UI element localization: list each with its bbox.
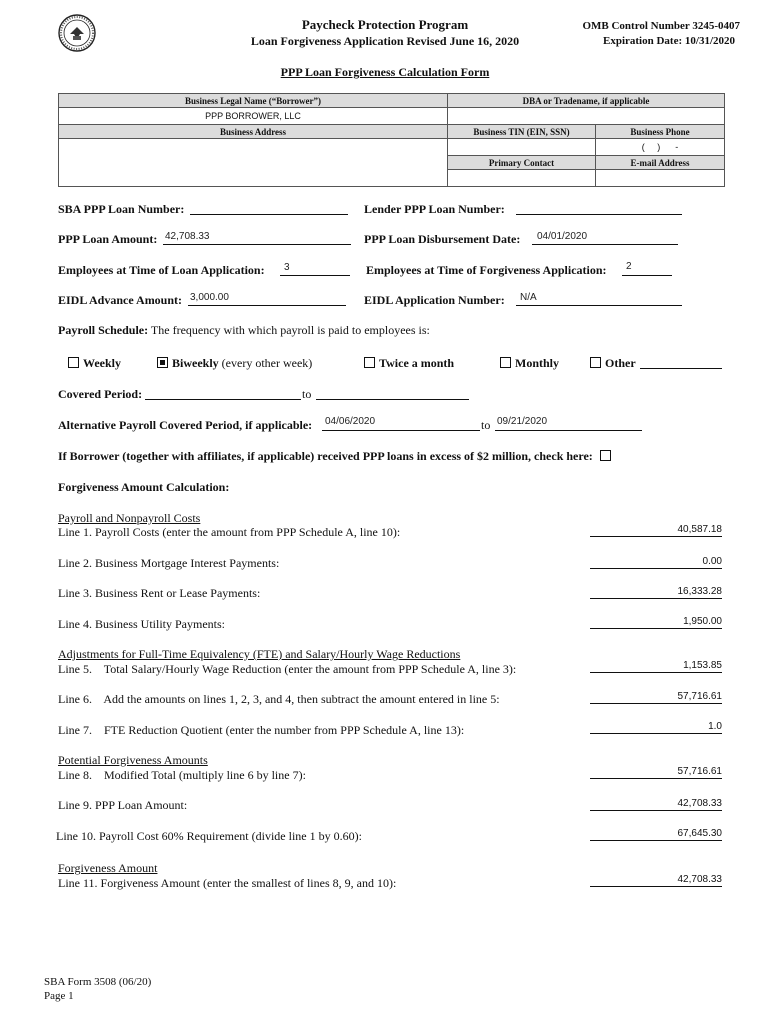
other-label: Other xyxy=(605,356,636,370)
monthly-checkbox[interactable] xyxy=(500,357,511,368)
line-8-label: Line 8. Modified Total (multiply line 6 by line 7): xyxy=(58,768,306,782)
weekly-checkbox[interactable] xyxy=(68,357,79,368)
covered-period-label: Covered Period: xyxy=(58,387,143,401)
line-5-field[interactable]: 1,153.85 xyxy=(590,660,722,673)
form-subtitle: Loan Forgiveness Application Revised June 16, 2020 xyxy=(250,34,520,48)
contact-header: Primary Contact xyxy=(448,156,596,170)
line-6-label: Line 6. Add the amounts on lines 1, 2, 3, and 4, then subtract the amount entered in line 5: xyxy=(58,692,500,706)
other-field[interactable] xyxy=(640,368,722,369)
biweekly-note: (every other week) xyxy=(221,356,313,370)
monthly-label: Monthly xyxy=(515,356,560,370)
email-header: E-mail Address xyxy=(596,156,725,170)
alt-period-from-value: 04/06/2020 xyxy=(325,416,376,427)
lender-loan-number-field[interactable] xyxy=(516,214,682,215)
loan-amount-value: 42,708.33 xyxy=(165,231,210,242)
employees-forgiveness-label: Employees at Time of Forgiveness Application: xyxy=(366,263,607,277)
disbursement-date-value: 04/01/2020 xyxy=(537,231,588,242)
tin-field[interactable] xyxy=(448,139,596,156)
line-10-label: Line 10. Payroll Cost 60% Requirement (divide line 1 by 0.60): xyxy=(56,829,362,843)
sba-loan-number-field[interactable] xyxy=(190,214,348,215)
eidl-application-value: N/A xyxy=(520,292,537,303)
phone-header: Business Phone xyxy=(596,125,725,139)
adjust-section-heading: Adjustments for Full-Time Equivalency (FTE) and Salary/Hourly Wage Reductions xyxy=(58,647,461,661)
line-9-field[interactable]: 42,708.33 xyxy=(590,798,722,811)
legal-name-header: Business Legal Name (“Borrower”) xyxy=(59,94,448,108)
lender-loan-number-label: Lender PPP Loan Number: xyxy=(364,202,505,216)
line-6-field[interactable]: 57,716.61 xyxy=(590,691,722,704)
payroll-section-heading: Payroll and Nonpayroll Costs xyxy=(58,511,201,525)
omb-number: OMB Control Number 3245-0407 xyxy=(582,20,740,32)
line-4-field[interactable]: 1,950.00 xyxy=(590,616,722,629)
over-2m-checkbox[interactable] xyxy=(600,450,611,461)
twice-month-label: Twice a month xyxy=(379,356,455,370)
loan-amount-label: PPP Loan Amount: xyxy=(58,232,158,246)
other-option[interactable] xyxy=(590,356,636,371)
expiration-date: Expiration Date: 10/31/2020 xyxy=(603,35,735,47)
eidl-application-label: EIDL Application Number: xyxy=(364,293,505,307)
loan-amount-field[interactable] xyxy=(163,244,351,245)
employees-application-label: Employees at Time of Loan Application: xyxy=(58,263,265,277)
eidl-advance-label: EIDL Advance Amount: xyxy=(58,293,183,307)
employees-application-value: 3 xyxy=(284,262,290,273)
email-field[interactable] xyxy=(596,170,725,187)
weekly-label: Weekly xyxy=(83,356,121,370)
sba-loan-number-label: SBA PPP Loan Number: xyxy=(58,202,185,216)
biweekly-option[interactable] xyxy=(157,356,312,371)
line-11-label: Line 11. Forgiveness Amount (enter the smallest of lines 8, 9, and 10): xyxy=(58,876,397,890)
eidl-application-field[interactable] xyxy=(516,305,682,306)
address-field[interactable] xyxy=(59,139,448,187)
potential-section-heading: Potential Forgiveness Amounts xyxy=(58,753,208,767)
biweekly-label: Biweekly xyxy=(172,356,219,370)
line-2-label: Line 2. Business Mortgage Interest Payments: xyxy=(58,556,280,570)
alt-period-to-value: 09/21/2020 xyxy=(497,416,548,427)
twice-month-checkbox[interactable] xyxy=(364,357,375,368)
alt-period-from-field[interactable] xyxy=(322,430,480,431)
line-3-label: Line 3. Business Rent or Lease Payments: xyxy=(58,586,261,600)
other-checkbox[interactable] xyxy=(590,357,601,368)
covered-period-from[interactable] xyxy=(145,399,301,400)
monthly-option[interactable] xyxy=(500,356,559,371)
alt-period-to: to xyxy=(481,418,491,432)
address-header: Business Address xyxy=(59,125,448,139)
page-number: Page 1 xyxy=(44,990,74,1002)
line-1-field[interactable]: 40,587.18 xyxy=(590,524,722,537)
line-4-label: Line 4. Business Utility Payments: xyxy=(58,617,225,631)
form-title: Paycheck Protection Program xyxy=(301,17,469,32)
eidl-advance-value: 3,000.00 xyxy=(190,292,229,303)
borrower-info-table xyxy=(58,93,725,187)
form-number: SBA Form 3508 (06/20) xyxy=(44,976,152,988)
employees-forgiveness-field[interactable] xyxy=(622,275,672,276)
contact-field[interactable] xyxy=(448,170,596,187)
biweekly-checkbox[interactable] xyxy=(157,357,168,368)
employees-application-field[interactable] xyxy=(280,275,350,276)
alt-period-label: Alternative Payroll Covered Period, if applicable: xyxy=(58,418,313,432)
disbursement-date-label: PPP Loan Disbursement Date: xyxy=(364,232,521,246)
over-2m-label: If Borrower (together with affiliates, if applicable) received PPP loans in excess of $2 million, check here: xyxy=(58,449,593,463)
line-8-field[interactable]: 57,716.61 xyxy=(590,766,722,779)
payroll-schedule xyxy=(58,323,430,338)
payroll-schedule-description: The frequency with which payroll is paid to employees is: xyxy=(150,323,430,337)
disbursement-date-field[interactable] xyxy=(532,244,678,245)
line-7-field[interactable]: 1.0 xyxy=(590,721,722,734)
calculation-form-title: PPP Loan Forgiveness Calculation Form xyxy=(280,65,490,79)
phone-field[interactable]: ( ) - xyxy=(596,139,725,156)
forgiveness-section-heading: Forgiveness Amount xyxy=(58,861,158,875)
payroll-schedule-label: Payroll Schedule: xyxy=(58,323,149,337)
tin-header: Business TIN (EIN, SSN) xyxy=(448,125,596,139)
line-9-label: Line 9. PPP Loan Amount: xyxy=(58,798,188,812)
eidl-advance-field[interactable] xyxy=(188,305,346,306)
dba-header: DBA or Tradename, if applicable xyxy=(448,94,725,108)
alt-period-to-field[interactable] xyxy=(495,430,642,431)
line-5-label: Line 5. Total Salary/Hourly Wage Reduction (enter the amount from PPP Schedule A, line 3): xyxy=(58,662,517,676)
line-3-field[interactable]: 16,333.28 xyxy=(590,586,722,599)
covered-period-to-field[interactable] xyxy=(316,399,469,400)
over-2m-row xyxy=(58,449,615,464)
legal-name-field[interactable]: PPP BORROWER, LLC xyxy=(59,108,448,125)
line-10-field[interactable]: 67,645.30 xyxy=(590,828,722,841)
covered-period-to: to xyxy=(302,387,312,401)
line-7-label: Line 7. FTE Reduction Quotient (enter the number from PPP Schedule A, line 13): xyxy=(58,723,465,737)
line-2-field[interactable]: 0.00 xyxy=(590,556,722,569)
line-11-field[interactable]: 42,708.33 xyxy=(590,874,722,887)
twice-month-option[interactable] xyxy=(364,356,454,371)
employees-forgiveness-value: 2 xyxy=(626,261,632,272)
calc-heading: Forgiveness Amount Calculation: xyxy=(58,480,230,494)
weekly-option[interactable] xyxy=(68,356,121,371)
line-1-label: Line 1. Payroll Costs (enter the amount from PPP Schedule A, line 10): xyxy=(58,525,401,539)
dba-field[interactable] xyxy=(448,108,725,125)
